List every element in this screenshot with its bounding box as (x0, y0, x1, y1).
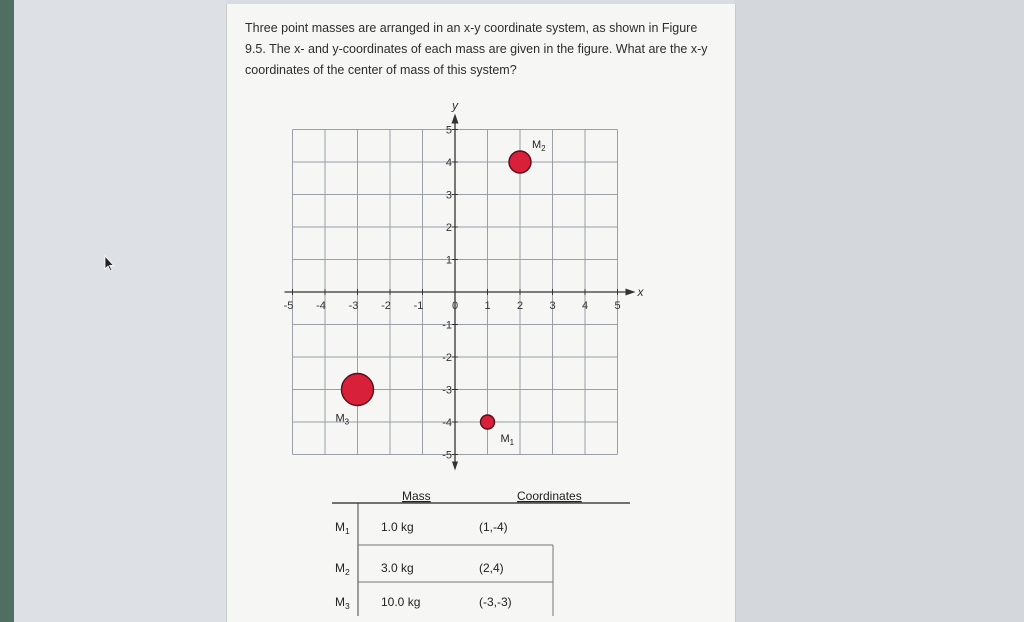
table-rows (335, 520, 512, 611)
x-tick-label: -3 (348, 300, 359, 312)
y-axis-arrow-down (452, 462, 458, 471)
table-mass-name: $M_2$ (335, 561, 350, 577)
y-tick-label: 4 (445, 157, 452, 169)
table-coordinates-value: (-3,-3) (479, 595, 512, 609)
x-tick-label: 5 (614, 300, 621, 312)
y-tick-label: 5 (445, 124, 452, 137)
mass-point (342, 374, 374, 406)
question-text: Three point masses are arranged in an x-y coordinate system, as shown in Figure 9.5. The x- and y-coordinates of each mass are given in the figure. What are the x-y coordinates of the center of mass of this system? (245, 21, 708, 77)
x-tick-label: -5 (283, 300, 294, 312)
y-tick-label: -2 (442, 352, 452, 364)
x-tick-label: -1 (413, 300, 424, 312)
table-header-coordinates: Coordinates (517, 489, 582, 503)
y-tick-label: -5 (442, 449, 452, 462)
x-tick-label: 2 (516, 300, 524, 312)
y-tick-label: -4 (442, 417, 452, 429)
table-mass-value: 3.0 kg (381, 561, 414, 575)
y-axis-arrow (452, 114, 459, 124)
x-tick-label: 0 (451, 300, 459, 312)
table-mass-value: 1.0 kg (381, 520, 414, 534)
y-tick-label: 1 (445, 254, 452, 267)
table-coordinates-value: (2,4) (479, 561, 504, 575)
mass-points (336, 139, 547, 447)
table-mass-name: $M_3$ (335, 595, 350, 611)
table-header-mass: Mass (402, 489, 431, 503)
y-axis-label: y (452, 98, 458, 113)
mass-point-label: $M_2$ (532, 139, 546, 153)
y-tick-label: 2 (445, 222, 452, 234)
mass-point (509, 151, 531, 173)
x-tick-label: 3 (549, 300, 556, 312)
table-mass-name: $M_1$ (335, 520, 350, 536)
x-axis-arrow (626, 289, 636, 296)
table-coordinates-value: (1,-4) (479, 520, 508, 534)
mass-point-label: $M_3$ (335, 412, 350, 427)
mass-table (332, 489, 630, 616)
mass-point (481, 415, 495, 429)
table-mass-value: 10.0 kg (381, 595, 421, 609)
x-tick-label: 4 (581, 300, 589, 312)
y-tick-label: -1 (442, 319, 452, 332)
x-axis-label: x (637, 285, 644, 299)
x-tick-label: -4 (316, 300, 326, 312)
x-tick-label: -2 (381, 300, 391, 312)
y-tick-label: 3 (445, 189, 452, 202)
x-tick-label: 1 (484, 300, 491, 312)
y-tick-label: -3 (442, 384, 452, 397)
mass-point-label: $M_1$ (500, 433, 515, 447)
